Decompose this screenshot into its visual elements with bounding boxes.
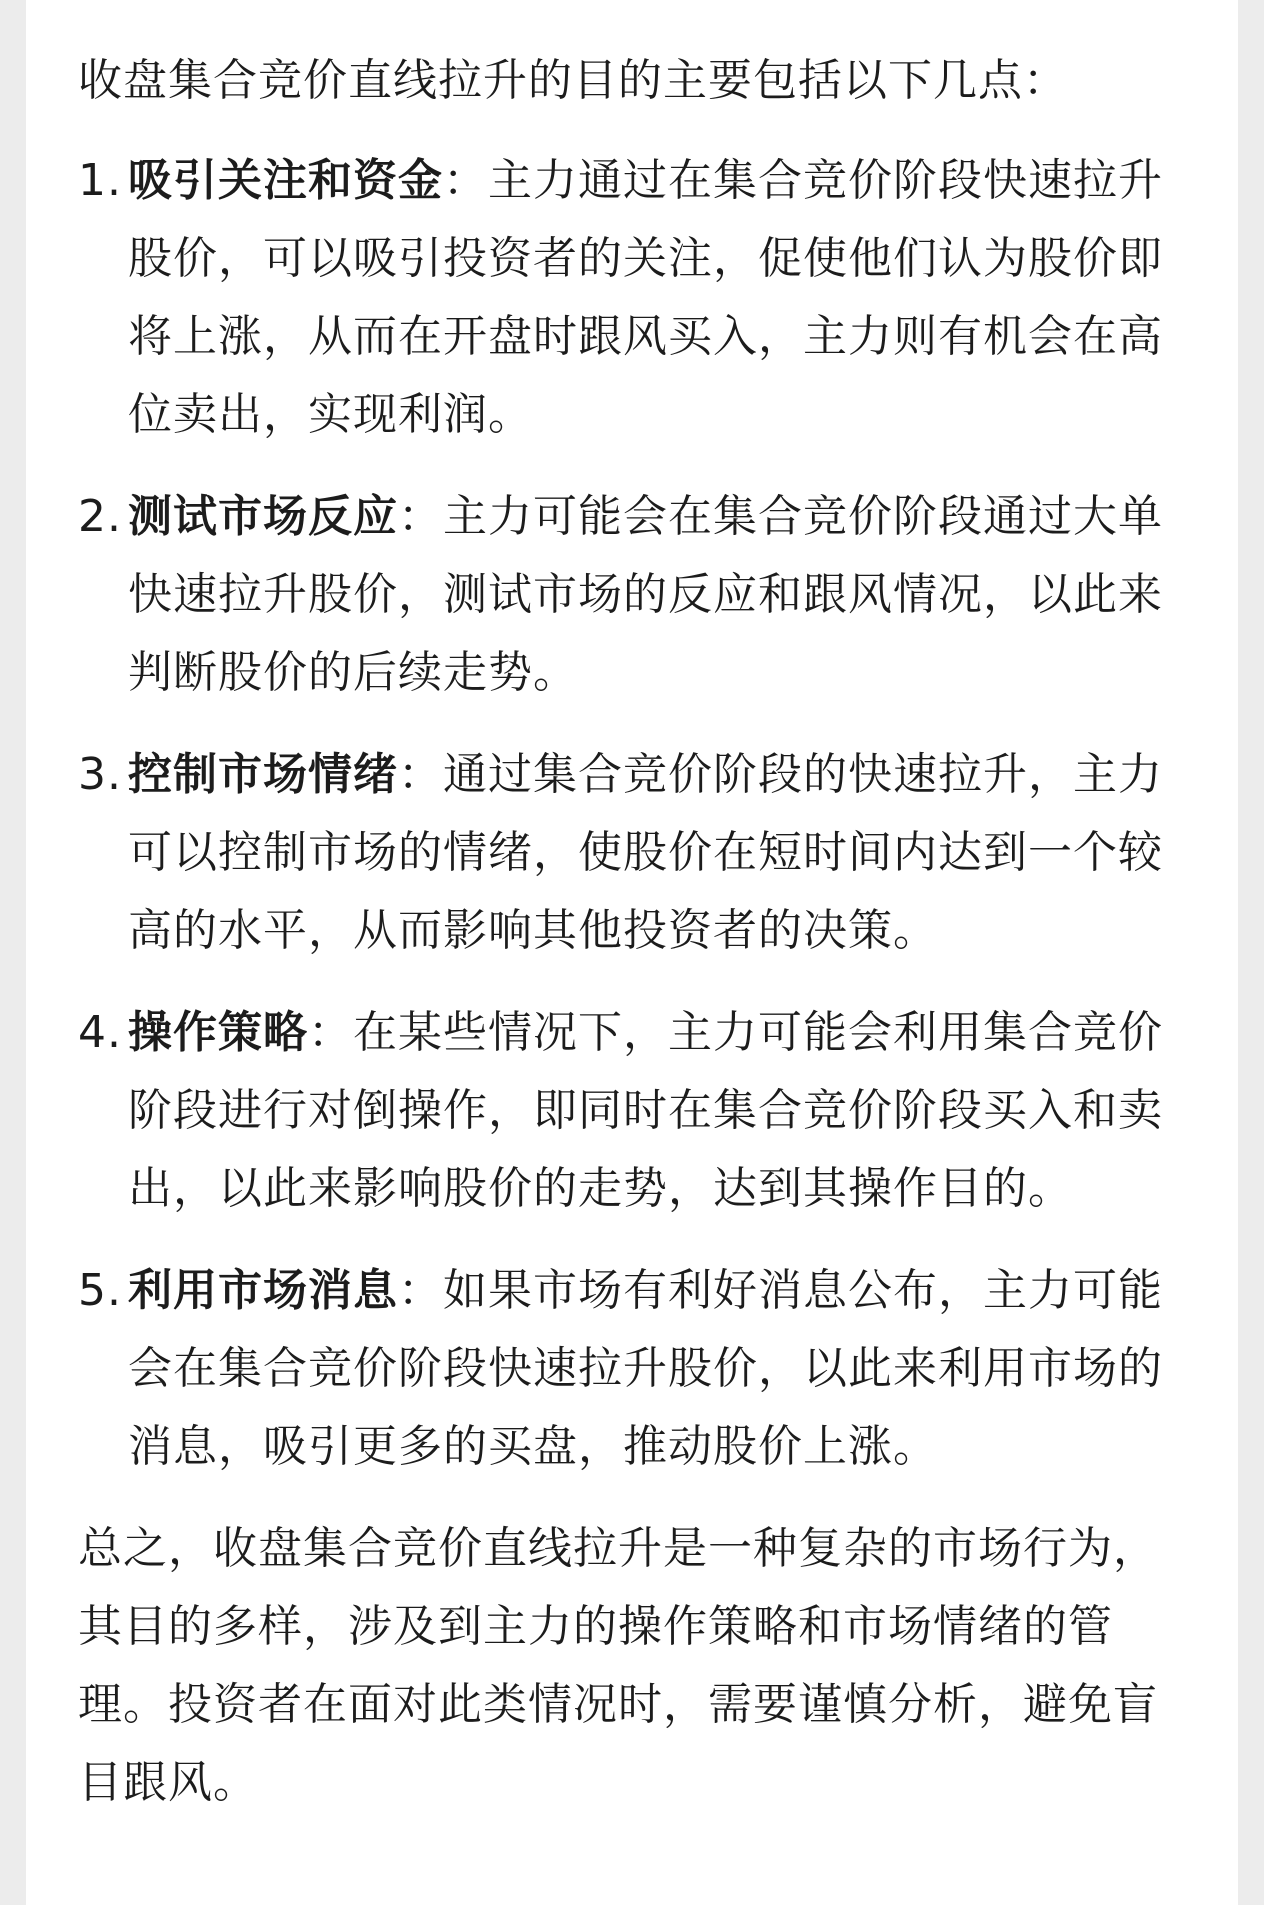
list-item-2 [78, 478, 1188, 712]
list-item-4 [78, 994, 1188, 1228]
list-item-text: 如果市场有利好消息公布，主力可能会在集合竞价阶段快速拉升股价，以此来利用市场的消息，吸引更多的买盘，推动股价上涨。 [128, 1265, 1163, 1472]
list-item-title: 操作策略 [128, 1007, 308, 1058]
list-item-text: 主力通过在集合竞价阶段快速拉升股价，可以吸引投资者的关注，促使他们认为股价即将上涨，从而在开盘时跟风买入，主力则有机会在高位卖出，实现利润。 [128, 155, 1163, 440]
list-item-number: 2. [78, 491, 122, 542]
intro-paragraph: 收盘集合竞价直线拉升的目的主要包括以下几点： [78, 55, 1068, 106]
list-item-title: 吸引关注和资金 [128, 155, 443, 206]
list-item-3 [78, 736, 1188, 970]
list-item-text: 通过集合竞价阶段的快速拉升，主力可以控制市场的情绪，使股价在短时间内达到一个较高的水平，从而影响其他投资者的决策。 [128, 749, 1163, 956]
list-item-number: 4. [78, 1007, 122, 1058]
list-item-number: 3. [78, 749, 122, 800]
list-item-separator: ： [398, 491, 443, 542]
list-item-separator: ： [398, 749, 443, 800]
list-item-separator: ： [308, 1007, 353, 1058]
list-item-title: 利用市场消息 [128, 1265, 398, 1316]
article-card [26, 0, 1238, 1905]
list-item-number: 5. [78, 1265, 122, 1316]
list-item-separator: ： [443, 155, 488, 206]
summary-paragraph: 总之，收盘集合竞价直线拉升是一种复杂的市场行为，其目的多样，涉及到主力的操作策略和市场情绪的管理。投资者在面对此类情况时，需要谨慎分析，避免盲目跟风。 [78, 1523, 1158, 1808]
list-item-number: 1. [78, 155, 122, 206]
list-item-1 [78, 142, 1188, 454]
list-item-5 [78, 1252, 1188, 1486]
list-item-text: 在某些情况下，主力可能会利用集合竞价阶段进行对倒操作，即同时在集合竞价阶段买入和卖出，以此来影响股价的走势，达到其操作目的。 [128, 1007, 1163, 1214]
list-item-title: 控制市场情绪 [128, 749, 398, 800]
list-item-separator: ： [398, 1265, 443, 1316]
list-item-title: 测试市场反应 [128, 491, 398, 542]
reasons-list [78, 142, 1188, 1486]
list-item-text: 主力可能会在集合竞价阶段通过大单快速拉升股价，测试市场的反应和跟风情况，以此来判断股价的后续走势。 [128, 491, 1163, 698]
